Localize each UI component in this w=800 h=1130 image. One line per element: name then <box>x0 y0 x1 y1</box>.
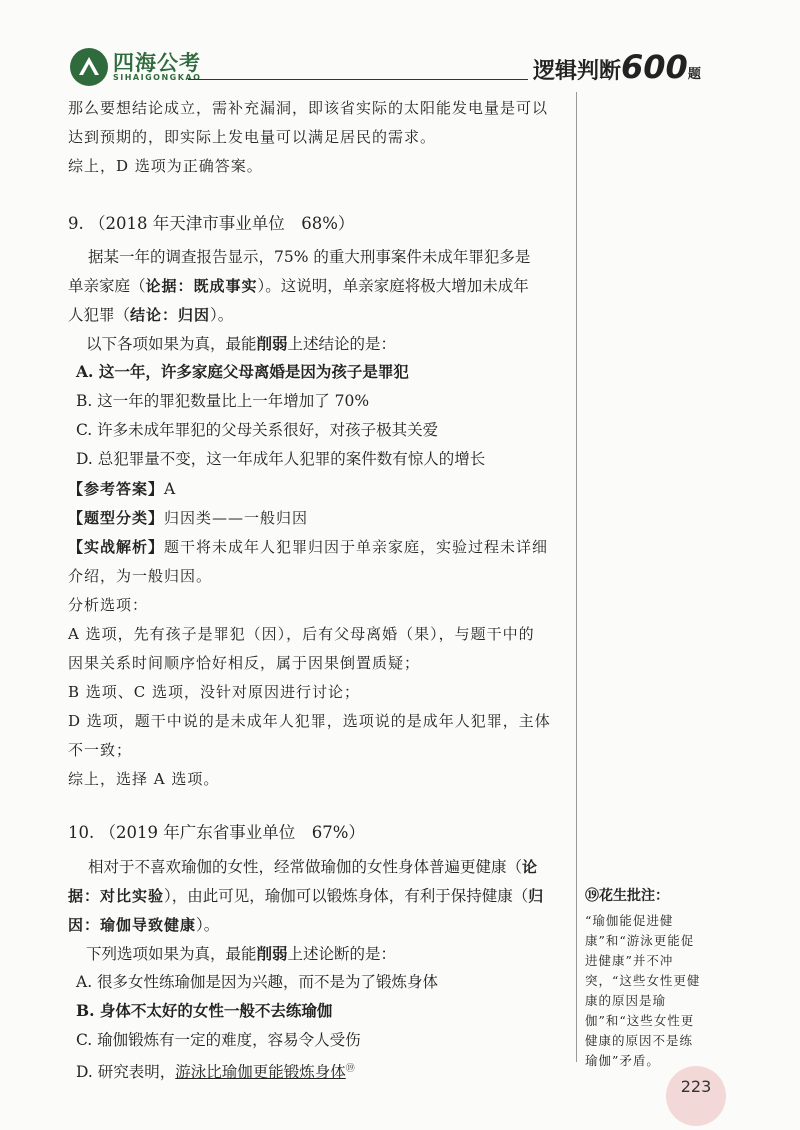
analysis-conclusion: 综上，选择 A 选项。 <box>68 770 220 788</box>
question-9-stem-line-1: 据某一年的调查报告显示，75% 的重大刑事案件未成年罪犯多是 <box>88 248 531 266</box>
question-10-number: 10. <box>68 823 95 842</box>
question-9-stem-line-2 <box>68 276 529 296</box>
annotation-premise: 据：对比实验 <box>68 887 165 905</box>
type-label: 【题型分类】 <box>68 509 165 527</box>
book-title-number: 600 <box>621 48 688 86</box>
question-9-option-d: D. 总犯罪量不变，这一年成年人犯罪的案件数有惊人的增长 <box>76 450 486 468</box>
answer-label: 【参考答案】 <box>68 480 165 498</box>
type-value: 归因类——一般归因 <box>164 509 309 527</box>
book-title <box>533 48 701 86</box>
option-text: D. 研究表明， <box>76 1063 176 1082</box>
analysis-option-bc: B 选项、C 选项，没针对原因进行讨论； <box>68 683 361 701</box>
analysis-options-heading: 分析选项： <box>68 596 149 614</box>
continued-text-1: 那么要想结论成立，需补充漏洞，即该省实际的太阳能发电量是可以 <box>68 99 549 117</box>
question-10-source: （2019 年广东省事业单位 67%） <box>99 823 365 842</box>
analysis-text: 题干将未成年人犯罪归因于单亲家庭，实验过程未详细 <box>164 538 549 556</box>
sidebar-note-text: “瑜伽能促进健康”和“游泳更能促进健康”并不冲突，“这些女性更健康的原因是瑜伽”和“这些女性更健康的原因不是练瑜伽”矛盾。 <box>585 913 701 1068</box>
analysis-line-1 <box>68 537 548 557</box>
question-10-stem-line-1 <box>88 857 538 877</box>
margin-divider <box>576 92 577 1062</box>
analysis-option-a-2: 因果关系时间顺序恰好相反，属于因果倒置质疑； <box>68 654 421 672</box>
question-9-option-b: B. 这一年的罪犯数量比上一年增加了 70% <box>76 392 370 410</box>
sidebar-note <box>585 885 705 1071</box>
question-10-option-b: B. 身体不太好的女性一般不去练瑜伽 <box>76 1001 333 1020</box>
annotation-conclusion: 因：瑜伽导致健康 <box>68 916 197 934</box>
question-9-option-a: A. 这一年，许多家庭父母离婚是因为孩子是罪犯 <box>76 362 409 381</box>
answer-value: A <box>164 480 176 498</box>
page-header <box>0 0 800 100</box>
question-10-header <box>68 823 365 843</box>
stem-text: 人犯罪（ <box>68 306 131 324</box>
stem-text: ）。 <box>210 306 234 324</box>
prompt-keyword: 削弱 <box>256 334 288 353</box>
analysis-option-d-2: 不一致； <box>68 741 133 759</box>
prompt-text: 下列选项如果为真，最能 <box>86 945 257 963</box>
question-10-option-c: C. 瑜伽锻炼有一定的难度，容易令人受伤 <box>76 1031 361 1049</box>
logo-title: 四海公考 <box>113 51 201 75</box>
annotation-premise: 论据：既成事实 <box>145 277 258 295</box>
annotation-conclusion: 结论：归因 <box>130 306 211 324</box>
prompt-text: 上述结论的是： <box>287 335 397 353</box>
logo-subtitle: SIHAIGONGKAO <box>113 73 202 82</box>
page-number: 223 <box>666 1066 726 1126</box>
analysis-line-2: 介绍，为一般归因。 <box>68 567 213 585</box>
type-line <box>68 508 308 528</box>
footnote-marker: ⑲ <box>345 1064 355 1074</box>
stem-text: ）。 <box>196 916 220 934</box>
book-title-suffix: 题 <box>687 67 701 82</box>
question-9-number: 9. <box>68 214 84 233</box>
analysis-label: 【实战解析】 <box>68 538 165 556</box>
annotation-conclusion: 归 <box>528 887 545 905</box>
question-9-stem-line-3 <box>68 305 233 325</box>
question-9-option-c: C. 许多未成年罪犯的父母关系很好，对孩子极其关爱 <box>76 421 439 439</box>
prompt-text: 以下各项如果为真，最能 <box>86 335 257 353</box>
continued-text-2: 达到预期的，即实际上发电量可以满足居民的需求。 <box>68 128 437 146</box>
question-10-option-d <box>76 1059 355 1082</box>
question-9-header <box>68 214 354 234</box>
header-rule <box>188 79 528 80</box>
analysis-option-a-1: A 选项，先有孩子是罪犯（因），后有父母离婚（果），与题干中的 <box>68 625 535 643</box>
question-10-stem-line-2 <box>68 886 544 906</box>
stem-text: 相对于不喜欢瑜伽的女性，经常做瑜伽的女性身体普遍更健康（ <box>88 858 523 876</box>
sidebar-note-title: ⑲花生批注： <box>585 888 669 904</box>
prompt-keyword: 削弱 <box>256 944 288 963</box>
question-9-prompt <box>86 334 396 354</box>
logo-icon <box>70 48 108 86</box>
option-underlined-text: 游泳比瑜伽更能锻炼身体 <box>175 1063 346 1082</box>
prompt-text: 上述论断的是： <box>287 945 397 963</box>
question-10-stem-line-3 <box>68 915 219 935</box>
book-title-prefix: 逻辑判断 <box>533 59 622 84</box>
stem-text: ）。这说明，单亲家庭将极大增加未成年 <box>257 277 529 295</box>
answer-line <box>68 479 175 499</box>
annotation-premise: 论 <box>522 858 539 876</box>
analysis-option-d-1: D 选项，题干中说的是未成年人犯罪，选项说的是成年人犯罪，主体 <box>68 712 551 730</box>
question-10-prompt <box>86 944 396 964</box>
stem-text: ），由此可见，瑜伽可以锻炼身体，有利于保持健康（ <box>164 887 529 905</box>
stem-text: 单亲家庭（ <box>68 277 146 295</box>
question-10-option-a: A. 很多女性练瑜伽是因为兴趣，而不是为了锻炼身体 <box>76 973 439 991</box>
question-9-source: （2018 年天津市事业单位 68%） <box>89 214 355 233</box>
continued-text-3: 综上，D 选项为正确答案。 <box>68 157 263 175</box>
